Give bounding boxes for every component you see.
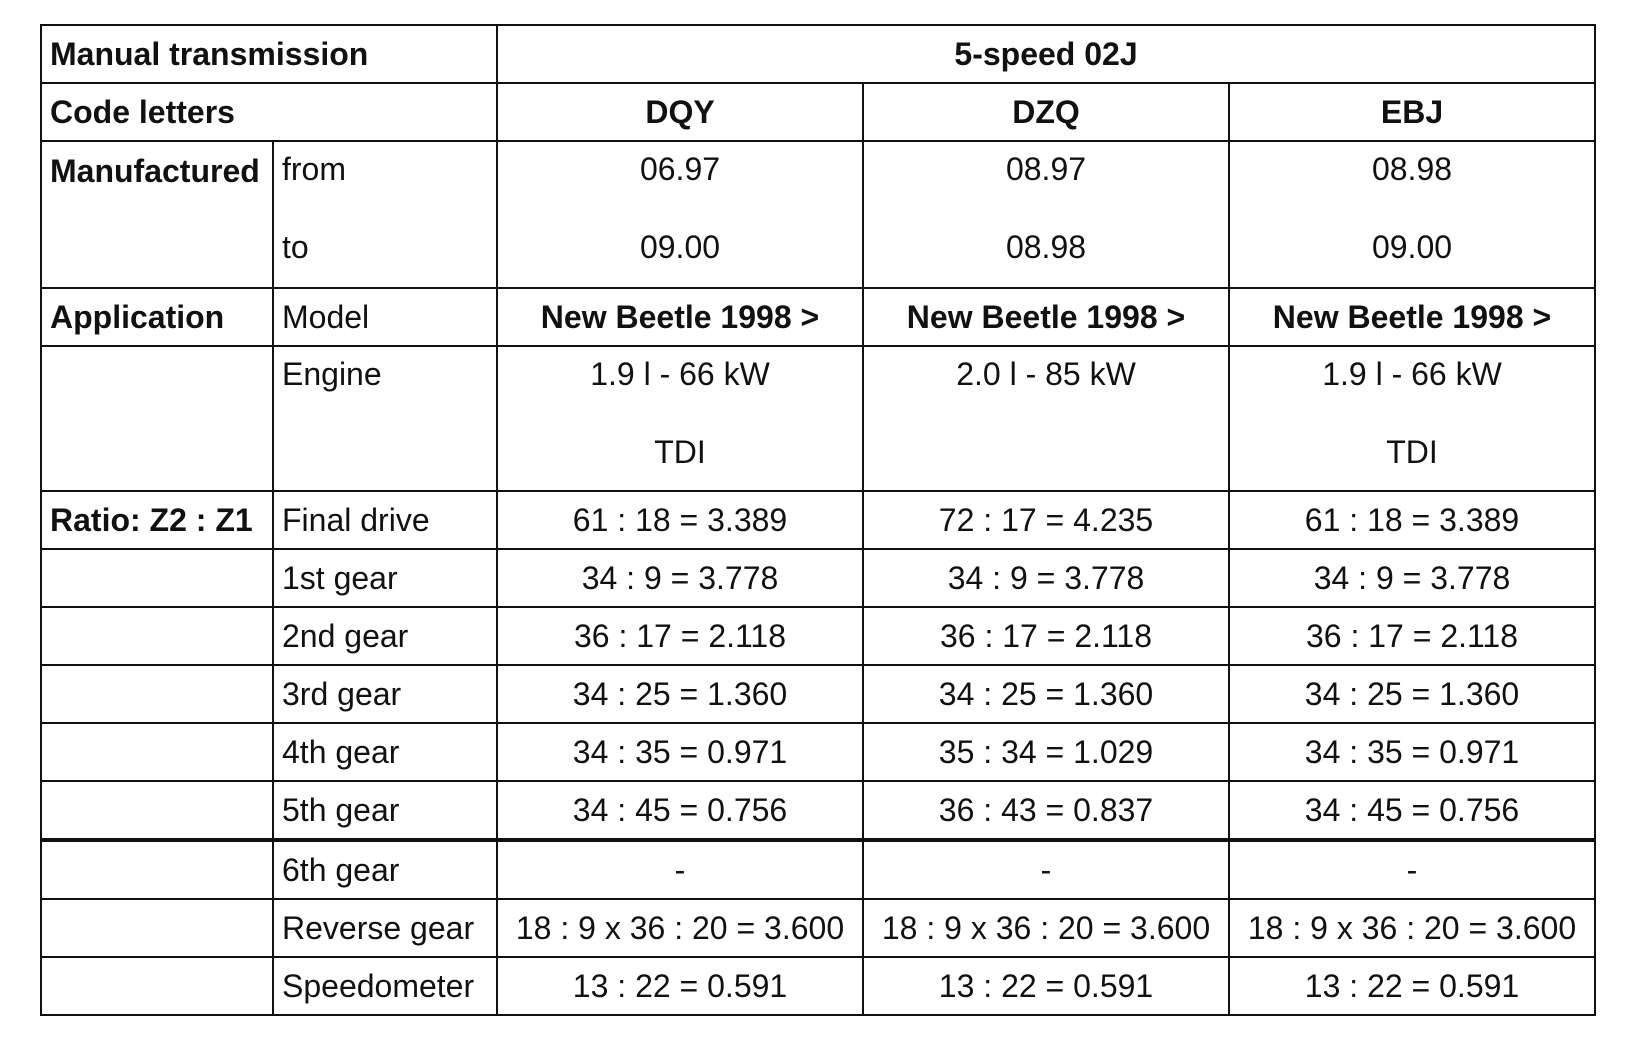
ratio-cell: 34 : 25 = 1.360 xyxy=(863,665,1229,723)
ratio-cell: 13 : 22 = 0.591 xyxy=(1229,957,1595,1015)
engine-type: TDI xyxy=(1386,434,1438,470)
code-cell: EBJ xyxy=(1229,83,1595,141)
code-cell: DZQ xyxy=(863,83,1229,141)
ratio-row-2nd-gear xyxy=(41,607,1595,665)
header-row xyxy=(41,25,1595,83)
ratio-row-final-drive xyxy=(41,491,1595,549)
ratio-cell: 36 : 17 = 2.118 xyxy=(497,607,863,665)
from-date: 08.97 xyxy=(1005,151,1087,187)
ratio-row-1st-gear xyxy=(41,549,1595,607)
model-label: Model xyxy=(273,288,497,346)
ratio-row-reverse-gear xyxy=(41,899,1595,957)
transmission-spec-table xyxy=(40,24,1596,1016)
ratio-cell: 61 : 18 = 3.389 xyxy=(497,491,863,549)
model-cell: New Beetle 1998 > xyxy=(1229,288,1595,346)
gear-label: Speedometer xyxy=(273,957,497,1015)
empty-cell xyxy=(41,607,273,665)
gear-label: Reverse gear xyxy=(273,899,497,957)
to-date: 09.00 xyxy=(1371,229,1453,265)
engine-cell xyxy=(497,346,863,491)
ratio-cell: 72 : 17 = 4.235 xyxy=(863,491,1229,549)
to-date: 09.00 xyxy=(639,229,721,265)
gear-label: 6th gear xyxy=(273,840,497,899)
transmission-name: 5-speed 02J xyxy=(497,25,1595,83)
ratio-cell: - xyxy=(1229,840,1595,899)
ratio-cell: 13 : 22 = 0.591 xyxy=(497,957,863,1015)
ratio-cell: - xyxy=(497,840,863,899)
empty-cell xyxy=(41,665,273,723)
ratio-label: Ratio: Z2 : Z1 xyxy=(41,491,273,549)
engine-cell xyxy=(863,346,1229,491)
from-label: from xyxy=(282,151,346,187)
gear-label: 2nd gear xyxy=(273,607,497,665)
empty-cell xyxy=(41,781,273,840)
manufactured-row xyxy=(41,141,1595,288)
ratio-cell: 34 : 35 = 0.971 xyxy=(1229,723,1595,781)
engine-power: 2.0 l - 85 kW xyxy=(956,356,1136,392)
gear-label: 3rd gear xyxy=(273,665,497,723)
engine-type: TDI xyxy=(654,434,706,470)
gear-label: 5th gear xyxy=(273,781,497,840)
ratio-row-4th-gear xyxy=(41,723,1595,781)
engine-cell xyxy=(1229,346,1595,491)
ratio-cell: 34 : 9 = 3.778 xyxy=(863,549,1229,607)
ratio-cell: 61 : 18 = 3.389 xyxy=(1229,491,1595,549)
ratio-cell: 36 : 17 = 2.118 xyxy=(863,607,1229,665)
ratio-row-speedometer xyxy=(41,957,1595,1015)
engine-label: Engine xyxy=(273,346,497,491)
empty-cell xyxy=(41,723,273,781)
ratio-cell: 18 : 9 x 36 : 20 = 3.600 xyxy=(497,899,863,957)
gear-label: 4th gear xyxy=(273,723,497,781)
engine-power: 1.9 l - 66 kW xyxy=(1322,356,1502,392)
code-letters-label: Code letters xyxy=(41,83,497,141)
model-cell: New Beetle 1998 > xyxy=(497,288,863,346)
ratio-cell: 36 : 17 = 2.118 xyxy=(1229,607,1595,665)
application-label: Application xyxy=(41,288,273,346)
gear-label: 1st gear xyxy=(273,549,497,607)
from-date: 06.97 xyxy=(639,151,721,187)
ratio-cell: 36 : 43 = 0.837 xyxy=(863,781,1229,840)
empty-cell xyxy=(41,346,273,491)
to-date: 08.98 xyxy=(1005,229,1087,265)
ratio-cell: 34 : 25 = 1.360 xyxy=(497,665,863,723)
ratio-cell: - xyxy=(863,840,1229,899)
ratio-cell: 34 : 35 = 0.971 xyxy=(497,723,863,781)
manufactured-cell xyxy=(497,141,863,288)
ratio-cell: 35 : 34 = 1.029 xyxy=(863,723,1229,781)
engine-row xyxy=(41,346,1595,491)
empty-cell xyxy=(41,549,273,607)
engine-power: 1.9 l - 66 kW xyxy=(590,356,770,392)
empty-cell xyxy=(41,899,273,957)
from-to-labels xyxy=(273,141,497,288)
manufactured-cell xyxy=(1229,141,1595,288)
code-letters-row xyxy=(41,83,1595,141)
manufactured-cell xyxy=(863,141,1229,288)
ratio-row-3rd-gear xyxy=(41,665,1595,723)
manufactured-label: Manufactured xyxy=(41,141,273,288)
ratio-cell: 34 : 45 = 0.756 xyxy=(497,781,863,840)
code-cell: DQY xyxy=(497,83,863,141)
title-label: Manual transmission xyxy=(41,25,497,83)
ratio-cell: 18 : 9 x 36 : 20 = 3.600 xyxy=(1229,899,1595,957)
empty-cell xyxy=(41,840,273,899)
empty-cell xyxy=(41,957,273,1015)
ratio-cell: 34 : 9 = 3.778 xyxy=(497,549,863,607)
gear-label: Final drive xyxy=(273,491,497,549)
application-model-row xyxy=(41,288,1595,346)
ratio-cell: 34 : 9 = 3.778 xyxy=(1229,549,1595,607)
ratio-cell: 18 : 9 x 36 : 20 = 3.600 xyxy=(863,899,1229,957)
ratio-cell: 13 : 22 = 0.591 xyxy=(863,957,1229,1015)
to-label: to xyxy=(282,229,309,265)
ratio-cell: 34 : 45 = 0.756 xyxy=(1229,781,1595,840)
ratio-row-6th-gear xyxy=(41,840,1595,899)
ratio-row-5th-gear xyxy=(41,781,1595,840)
ratio-cell: 34 : 25 = 1.360 xyxy=(1229,665,1595,723)
from-date: 08.98 xyxy=(1371,151,1453,187)
model-cell: New Beetle 1998 > xyxy=(863,288,1229,346)
